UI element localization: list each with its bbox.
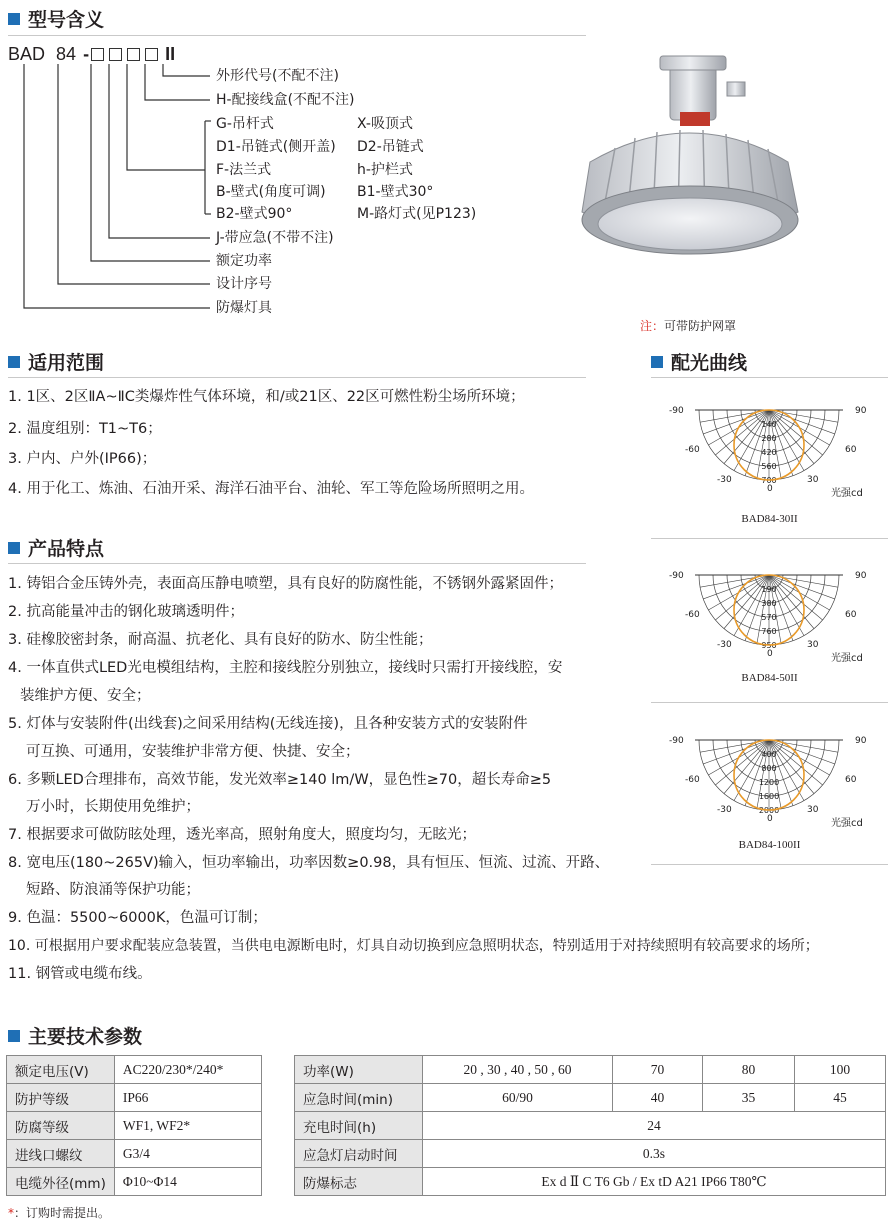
param-key: 充电时间(h) [295,1112,423,1140]
light-curve-chart [651,545,888,675]
param-key: 进线口螺纹 [7,1140,115,1168]
table-row [7,1084,262,1112]
ring-label: 700 [761,476,777,485]
code-label-d1: D1-吊链式(侧开盖) [216,139,336,155]
angle-label: 60 [845,775,857,785]
feature-item: 8. 宽电压(180~265V)输入，恒功率输出，功率因数≥0.98，具有恒压、恒流、过流、开路、 [8,855,610,871]
param-value: 35 [703,1084,795,1112]
ring-label: 800 [761,764,777,773]
angle-label: 0 [767,649,773,659]
code-label-junction: H-配接线盒(不配不注) [216,92,355,108]
table-row [295,1084,886,1112]
ring-label: 420 [761,448,777,457]
curve-divider [651,864,888,865]
light-curve-chart [651,710,888,840]
param-key: 防爆标志 [295,1168,423,1196]
code-label-shape: 外形代号(不配不注) [216,68,339,84]
scope-item: 2. 温度组别：T1~T6； [8,421,162,437]
feature-item: 2. 抗高能量冲击的钢化玻璃透明件； [8,604,244,620]
section-marker [651,356,663,368]
param-value: 80 [703,1056,795,1084]
param-key: 应急时间(min) [295,1084,423,1112]
curve-divider [651,538,888,539]
angle-label: -30 [717,475,732,485]
angle-label: -60 [685,445,700,455]
param-value: 100 [795,1056,886,1084]
param-value: G3/4 [114,1140,261,1168]
table-row [7,1112,262,1140]
code-label-h: h-护栏式 [357,162,413,178]
ring-label: 570 [761,613,777,622]
model-prefix: BAD [8,44,46,64]
unit-label: 光强cd [831,488,863,499]
params-table-left [6,1055,262,1196]
param-value: Φ10~Φ14 [114,1168,261,1196]
angle-label: 30 [807,640,819,650]
param-key: 应急灯启动时间 [295,1140,423,1168]
feature-item: 3. 硅橡胶密封条，耐高温、抗老化、具有良好的防水、防尘性能； [8,632,433,648]
table-row [295,1140,886,1168]
param-value: IP66 [114,1084,261,1112]
angle-label: -30 [717,640,732,650]
section-title-features: 产品特点 [8,537,104,561]
section-title-params: 主要技术参数 [8,1025,142,1049]
angle-label: 0 [767,484,773,494]
light-curve-panel [651,545,888,703]
ring-label: 140 [761,420,777,429]
param-value: WF1, WF2* [114,1112,261,1140]
angle-label: 90 [855,406,867,416]
angle-label: 60 [845,610,857,620]
scope-item: 4. 用于化工、炼油、石油开采、海洋石油平台、油轮、军工等危险场所照明之用。 [8,481,534,497]
param-value: 45 [795,1084,886,1112]
feature-item: 4. 一体直供式LED光电模组结构，主腔和接线腔分别独立，接线时只需打开接线腔，安 [8,660,563,676]
angle-label: 90 [855,736,867,746]
feature-item: 5. 灯体与安装附件(出线套)之间采用结构(无线连接)，且各种安装方式的安装附件 [8,716,528,732]
light-curve-panel [651,710,888,868]
code-label-x: X-吸顶式 [357,116,413,132]
feature-item: 11. 钢管或电缆布线。 [8,966,152,982]
table-row [7,1056,262,1084]
note-prefix: 注： [640,319,665,333]
angle-label: 30 [807,475,819,485]
code-label-g: G-吊杆式 [216,116,274,132]
code-label-b1: B1-壁式30° [357,184,434,200]
unit-label: 光强cd [831,818,863,829]
product-image [560,52,810,277]
footnote-star: * [8,1206,14,1220]
section-title-model: 型号含义 [8,8,104,32]
feature-item: 万小时，长期使用免维护； [26,799,200,815]
note-text: 可带防护网罩 [664,319,737,333]
table-row [295,1112,886,1140]
angle-label: -60 [685,775,700,785]
angle-label: 60 [845,445,857,455]
param-key: 防腐等级 [7,1112,115,1140]
table-row [7,1168,262,1196]
code-label-lamp: 防爆灯具 [216,300,272,316]
table-row [7,1140,262,1168]
feature-item: 7. 根据要求可做防眩处理，透光率高，照射角度大，照度均匀，无眩光； [8,827,476,843]
param-value: 60/90 [423,1084,613,1112]
ring-label: 1600 [758,792,780,801]
section-divider [8,563,586,564]
feature-item: 9. 色温：5500~6000K，色温可订制； [8,910,267,926]
section-title-curves: 配光曲线 [651,351,747,375]
light-curve-caption: BAD84-50II [741,672,798,684]
param-value: Ex d Ⅱ C T6 Gb / Ex tD A21 IP66 T80℃ [423,1168,886,1196]
param-value: 0.3s [423,1140,886,1168]
ring-label: 190 [761,585,777,594]
model-series: 84 [56,44,77,64]
product-note [640,317,736,334]
section-marker [8,542,20,554]
ring-label: 1200 [758,778,780,787]
code-label-emergency: J-带应急(不带不注) [216,230,334,246]
code-label-d2: D2-吊链式 [357,139,424,155]
curve-divider [651,702,888,703]
ring-label: 280 [761,434,777,443]
section-marker [8,356,20,368]
param-value: 70 [613,1056,703,1084]
angle-label: -90 [669,571,684,581]
light-curve-caption: BAD84-30II [741,513,798,525]
light-curve-panel [651,380,888,538]
ring-label: 2000 [758,806,780,815]
param-value: AC220/230*/240* [114,1056,261,1084]
code-label-f: F-法兰式 [216,162,272,178]
angle-label: -60 [685,610,700,620]
table-row [295,1056,886,1084]
angle-label: 30 [807,805,819,815]
angle-label: -90 [669,736,684,746]
ring-label: 380 [761,599,777,608]
code-label-design: 设计序号 [216,276,272,292]
code-label-b2: B2-壁式90° [216,206,293,222]
footnote [8,1204,110,1221]
light-curve-caption: BAD84-100II [738,839,801,851]
angle-label: 90 [855,571,867,581]
angle-label: 0 [767,814,773,824]
scope-item: 1. 1区、2区ⅡA~ⅡC类爆炸性气体环境，和/或21区、22区可燃性粉尘场所环境； [8,389,525,405]
param-key: 额定电压(V) [7,1056,115,1084]
feature-item: 10. 可根据用户要求配装应急装置，当供电电源断电时，灯具自动切换到应急照明状态，特别适用于对持续照明有较高要求的场所； [8,938,819,954]
section-divider [8,377,586,378]
scope-item: 3. 户内、户外(IP66)； [8,451,157,467]
section-marker [8,1030,20,1042]
code-label-power: 额定功率 [216,253,272,269]
light-curve-chart [651,380,888,510]
section-title-scope: 适用范围 [8,351,104,375]
feature-item: 1. 铸铝合金压铸外壳，表面高压静电喷塑，具有良好的防腐性能，不锈钢外露紧固件； [8,576,563,592]
params-table-right [294,1055,886,1196]
angle-label: -30 [717,805,732,815]
feature-item: 6. 多颗LED合理排布，高效节能，发光效率≥140 lm/W，显色性≥70，超长寿命≥5 [8,772,552,788]
model-code-connectors [0,0,600,330]
ring-label: 560 [761,462,777,471]
unit-label: 光强cd [831,653,863,664]
param-key: 电缆外径(mm) [7,1168,115,1196]
model-dash: - [83,44,90,64]
param-value: 24 [423,1112,886,1140]
ring-label: 400 [761,750,777,759]
param-value: 40 [613,1084,703,1112]
code-label-m: M-路灯式(见P123) [357,206,477,222]
model-suffix: II [165,44,176,64]
param-value: 20 , 30 , 40 , 50 , 60 [423,1056,613,1084]
param-key: 功率(W) [295,1056,423,1084]
param-key: 防护等级 [7,1084,115,1112]
table-row [295,1168,886,1196]
feature-item: 装维护方便、安全； [20,688,151,704]
feature-item: 短路、防浪涌等保护功能； [26,882,200,898]
ring-label: 950 [761,641,777,650]
feature-item: 可互换、可通用，安装维护非常方便、快捷、安全； [26,744,360,760]
angle-label: -90 [669,406,684,416]
code-label-b: B-壁式(角度可调) [216,184,326,200]
footnote-text: ：订购时需提出。 [14,1206,111,1220]
section-divider [651,377,888,378]
ring-label: 760 [761,627,777,636]
